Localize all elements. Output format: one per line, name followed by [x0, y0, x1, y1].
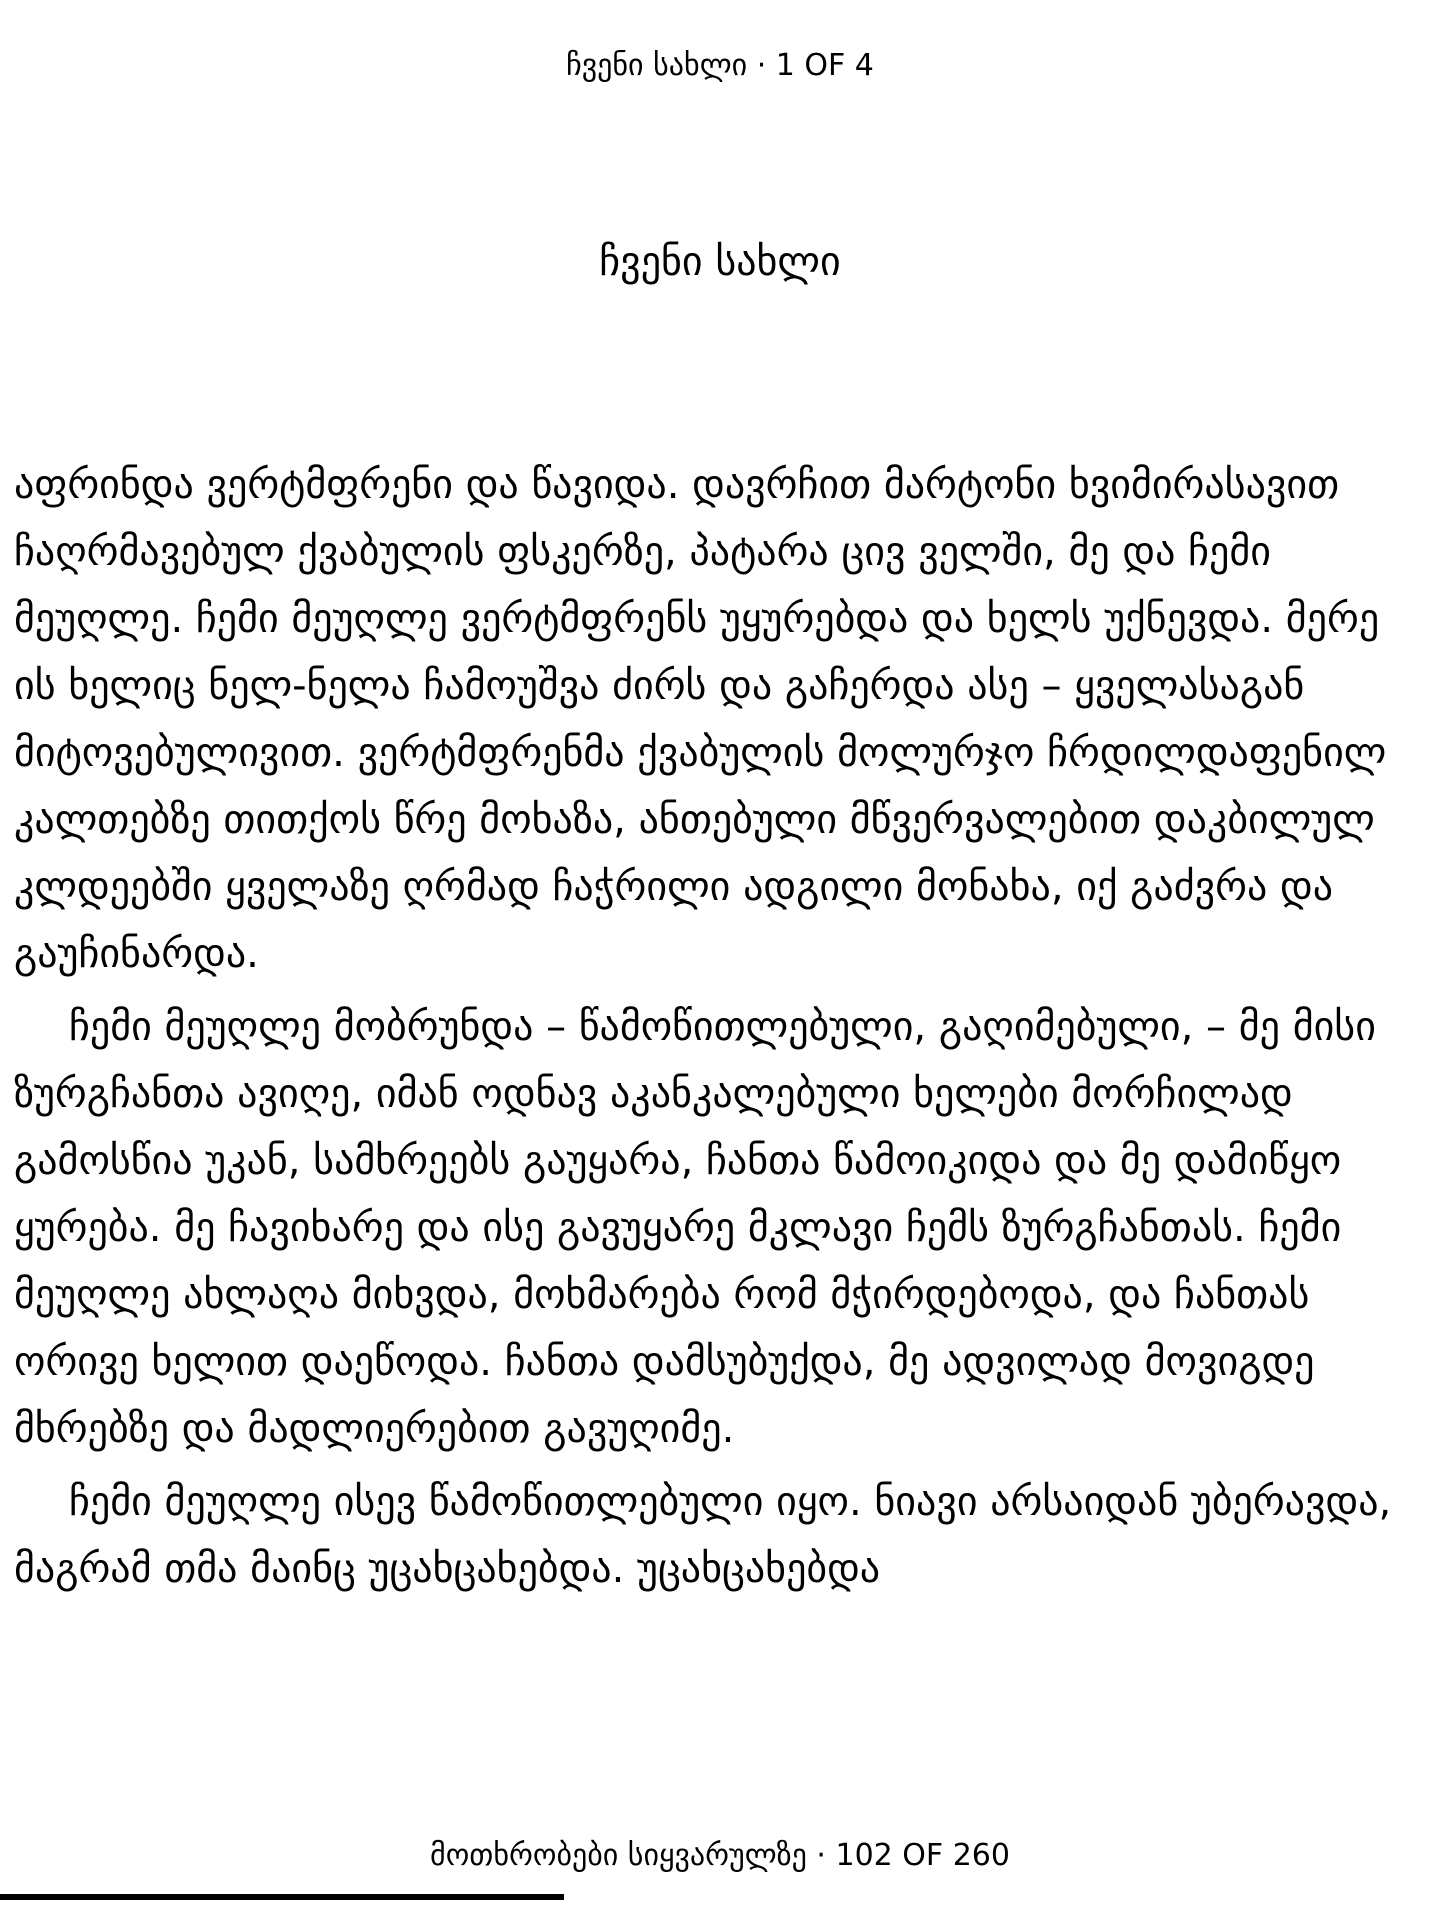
reading-progress-bar	[0, 1894, 1440, 1900]
paragraph: ჩემი მეუღლე მობრუნდა – წამოწითლებული, გაღიმებული, – მე მისი ზურგჩანთა ავიღე, იმან ოდნავ აკანკალებული ხელები მორჩილად გამოსწია უკან, სამხრეებს გაუყარა, ჩანთა წამოიკიდა და მე დამიწყო ყურება. მე ჩავიხარე და ისე გავუყარე მკლავი ჩემს ზურგჩანთას. ჩემი მეუღლე ახლაღა მიხვდა, მოხმარება რომ მჭირდებოდა, და ჩანთას ორივე ხელით დაეწოდა. ჩანთა დამსუბუქდა, მე ადვილად მოვიგდე მხრებზე და მადლიერებით გავუღიმე.	[14, 1004, 1376, 1452]
reading-progress-fill	[0, 1894, 564, 1900]
page-body	[14, 452, 1426, 1609]
running-header: ჩვენი სახლი · 1 OF 4	[566, 48, 874, 83]
running-footer: მოთხრობები სიყვარულზე · 102 OF 260	[430, 1838, 1010, 1873]
paragraph: აფრინდა ვერტმფრენი და წავიდა. დავრჩით მარტონი ხვიმირასავით ჩაღრმავებულ ქვაბულის ფსკერზე, პატარა ცივ ველში, მე და ჩემი მეუღლე. ჩემი მეუღლე ვერტმფრენს უყურებდა და ხელს უქნევდა. მერე ის ხელიც ნელ-ნელა ჩამოუშვა ძირს და გაჩერდა ასე – ყველასაგან მიტოვებულივით. ვერტმფრენმა ქვაბულის მოლურჯო ჩრდილდაფენილ კალთებზე თითქოს წრე მოხაზა, ანთებული მწვერვალებით დაკბილულ კლდეებში ყველაზე ღრმად ჩაჭრილი ადგილი მონახა, იქ გაძვრა და გაუჩინარდა.	[14, 462, 1387, 977]
paragraph: ჩემი მეუღლე ისევ წამოწითლებული იყო. ნიავი არსაიდან უბერავდა, მაგრამ თმა მაინც უცახცახებდა. უცახცახებდა	[14, 1479, 1392, 1592]
chapter-title: ჩვენი სახლი	[599, 239, 841, 285]
